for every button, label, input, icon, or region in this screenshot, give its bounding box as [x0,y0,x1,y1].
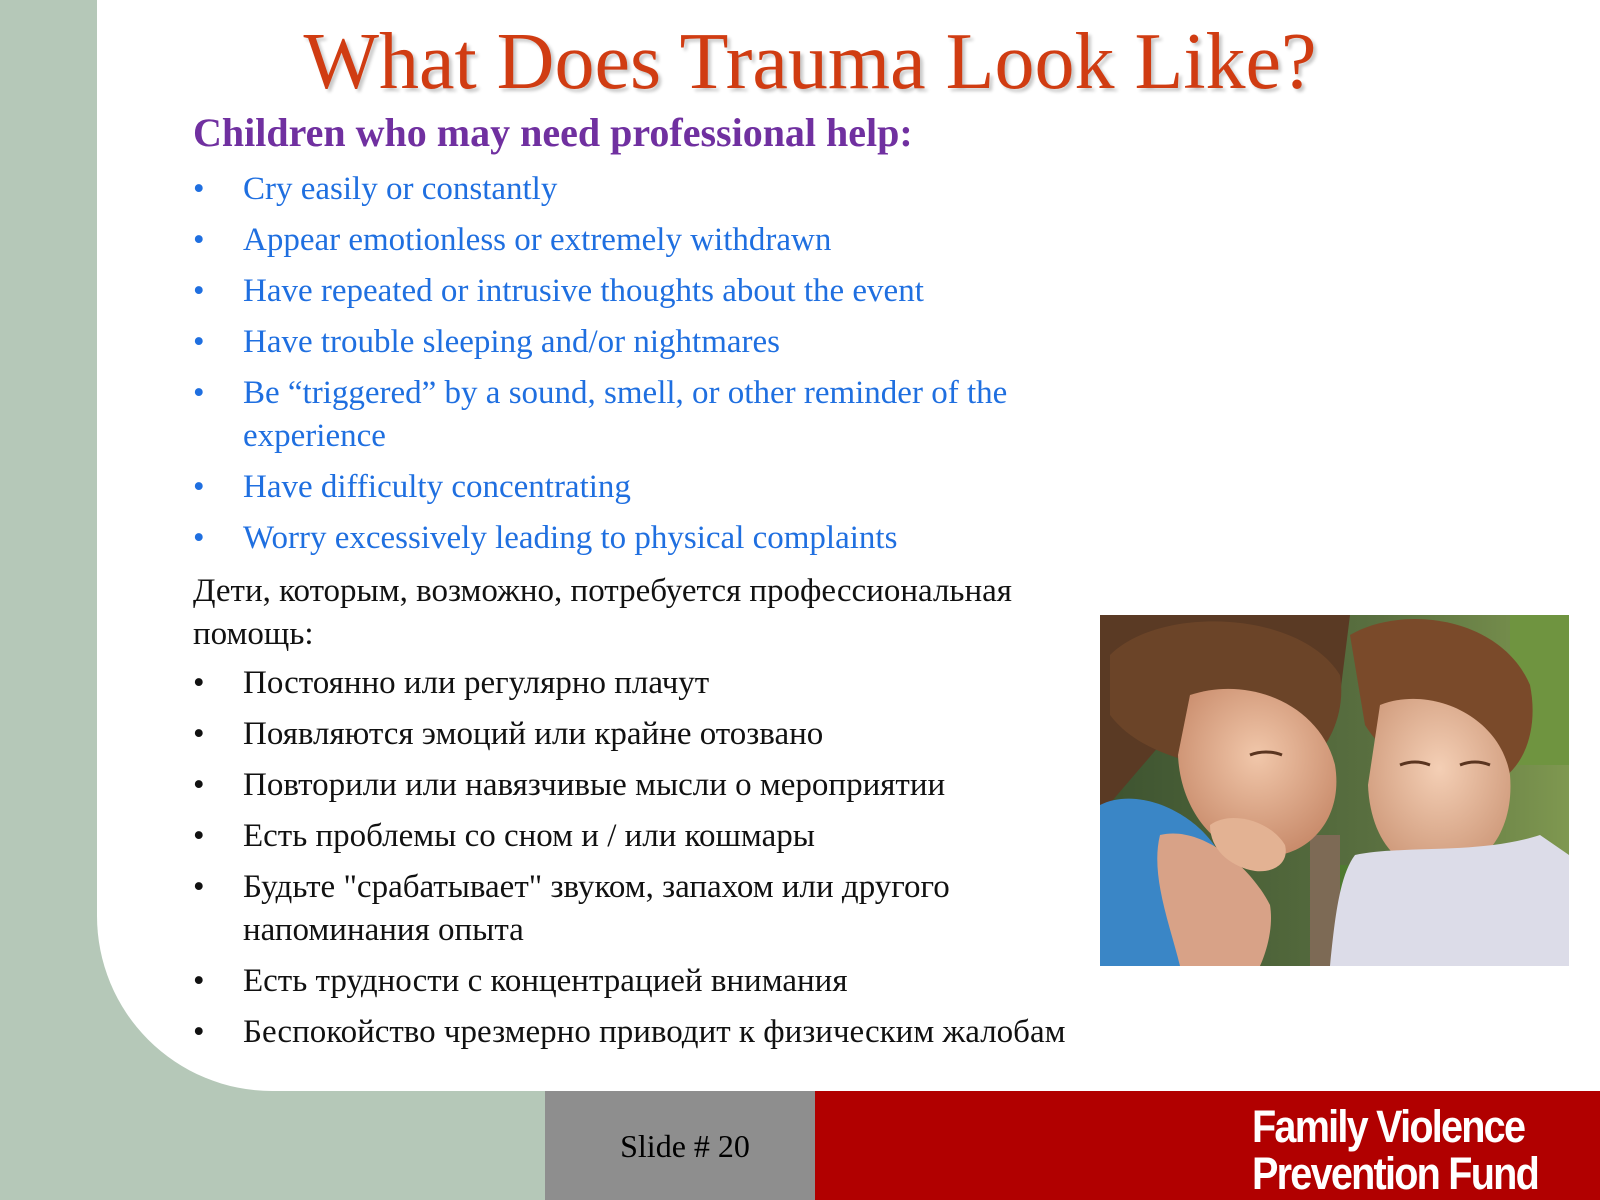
bullet-icon: • [193,324,205,360]
bullet-icon: • [193,818,205,854]
family-violence-prevention-fund-logo [1252,1103,1538,1197]
brand-line-1: Family Violence [1251,1101,1525,1152]
russian-list-item [193,1011,1093,1054]
slide-title: What Does Trauma Look Like? [303,18,1317,106]
russian-bullet-list [193,662,1093,1062]
russian-list-item [193,815,1093,858]
bullet-icon: • [193,665,205,701]
list-item-text: Повторили или навязчивые мысли о мероприятии [243,767,946,803]
bullet-icon: • [193,767,205,803]
list-item-text: Be “triggered” by a sound, smell, or other reminder of the experience [243,375,1008,454]
russian-list-item [193,960,1093,1003]
list-item-text: Есть проблемы со сном и / или кошмары [243,818,815,854]
russian-list-item [193,713,1093,756]
photo-two-girls [1100,615,1569,966]
russian-list-item [193,662,1093,705]
slide-subtitle: Children who may need professional help: [193,110,913,155]
english-list-item [193,168,1093,211]
list-item-text: Have trouble sleeping and/or nightmares [243,324,781,360]
list-item-text: Cry easily or constantly [243,171,558,207]
list-item-text: Have difficulty concentrating [243,469,631,505]
bullet-icon: • [193,520,205,556]
list-item-text: Беспокойство чрезмерно приводит к физическим жалобам [243,1014,1066,1050]
bullet-icon: • [193,963,205,999]
bullet-icon: • [193,222,205,258]
list-item-text: Есть трудности с концентрацией внимания [243,963,848,999]
russian-heading: Дети, которым, возможно, потребуется профессиональная помощь: [193,573,1012,652]
bullet-icon: • [193,1014,205,1050]
bullet-icon: • [193,375,205,411]
bullet-icon: • [193,869,205,905]
brand-line-2: Prevention Fund [1251,1148,1538,1199]
english-list-item [193,219,1093,262]
bullet-icon: • [193,716,205,752]
list-item-text: Появляются эмоций или крайне отозвано [243,716,824,752]
english-list-item [193,321,1093,364]
russian-list-item [193,866,1093,952]
english-list-item [193,372,1093,458]
slide-number: Slide # 20 [620,1128,750,1164]
english-list-item [193,270,1093,313]
english-bullet-list [193,168,1093,568]
list-item-text: Appear emotionless or extremely withdrawn [243,222,832,258]
bullet-icon: • [193,273,205,309]
english-list-item [193,517,1093,560]
list-item-text: Have repeated or intrusive thoughts about the event [243,273,924,309]
bullet-icon: • [193,171,205,207]
list-item-text: Worry excessively leading to physical complaints [243,520,898,556]
english-list-item [193,466,1093,509]
list-item-text: Постоянно или регулярно плачут [243,665,710,701]
bullet-icon: • [193,469,205,505]
russian-list-item [193,764,1093,807]
list-item-text: Будьте "срабатывает" звуком, запахом или другого напоминания опыта [243,869,950,948]
